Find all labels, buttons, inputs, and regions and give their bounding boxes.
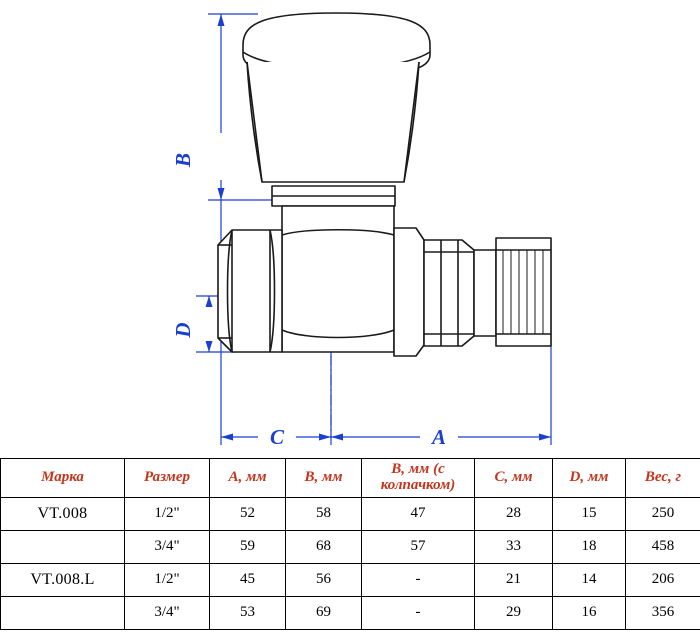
cell-b-cap: 57	[362, 530, 475, 563]
cell-b-cap: -	[362, 596, 475, 629]
table-header-row	[1, 459, 700, 498]
cell-size: 1/2"	[125, 563, 210, 596]
dimension-label-A: A	[431, 425, 447, 449]
cell-c: 33	[475, 530, 553, 563]
cell-size: 1/2"	[125, 497, 210, 530]
cell-b: 56	[286, 563, 362, 596]
cell-b-cap: -	[362, 563, 475, 596]
cell-c: 28	[475, 497, 553, 530]
valve-outline	[218, 13, 551, 356]
cell-b: 69	[286, 596, 362, 629]
cell-a: 45	[210, 563, 286, 596]
cell-weight: 356	[626, 596, 700, 629]
cell-c: 29	[475, 596, 553, 629]
specification-table	[0, 458, 700, 630]
cell-a: 59	[210, 530, 286, 563]
cell-d: 18	[553, 530, 626, 563]
cell-a: 52	[210, 497, 286, 530]
table-header-model: Марка	[1, 459, 125, 498]
cell-weight: 206	[626, 563, 700, 596]
dimension-label-D: D	[171, 322, 195, 338]
dimension-label-C: C	[269, 425, 285, 449]
table-row	[1, 530, 700, 563]
cell-d: 14	[553, 563, 626, 596]
cell-model	[1, 596, 125, 629]
table-header-b-cap: B, мм (с колпачком)	[362, 459, 475, 498]
table-row	[1, 497, 700, 530]
cell-weight: 250	[626, 497, 700, 530]
cell-d: 15	[553, 497, 626, 530]
cell-size: 3/4"	[125, 596, 210, 629]
cell-model	[1, 530, 125, 563]
cell-model: VT.008	[1, 497, 125, 530]
cell-b: 58	[286, 497, 362, 530]
table-header-a: A, мм	[210, 459, 286, 498]
table-header-d: D, мм	[553, 459, 626, 498]
cell-size: 3/4"	[125, 530, 210, 563]
table-header-b: B, мм	[286, 459, 362, 498]
cell-b-cap: 47	[362, 497, 475, 530]
table-header-c: C, мм	[475, 459, 553, 498]
specification-table-wrapper	[0, 458, 700, 630]
cell-a: 53	[210, 596, 286, 629]
cell-b: 68	[286, 530, 362, 563]
cell-d: 16	[553, 596, 626, 629]
table-row	[1, 563, 700, 596]
table-row	[1, 596, 700, 629]
cell-weight: 458	[626, 530, 700, 563]
dimension-label-B: B	[171, 152, 195, 168]
table-header-size: Размер	[125, 459, 210, 498]
table-header-weight: Вес, г	[626, 459, 700, 498]
cell-model: VT.008.L	[1, 563, 125, 596]
cell-c: 21	[475, 563, 553, 596]
